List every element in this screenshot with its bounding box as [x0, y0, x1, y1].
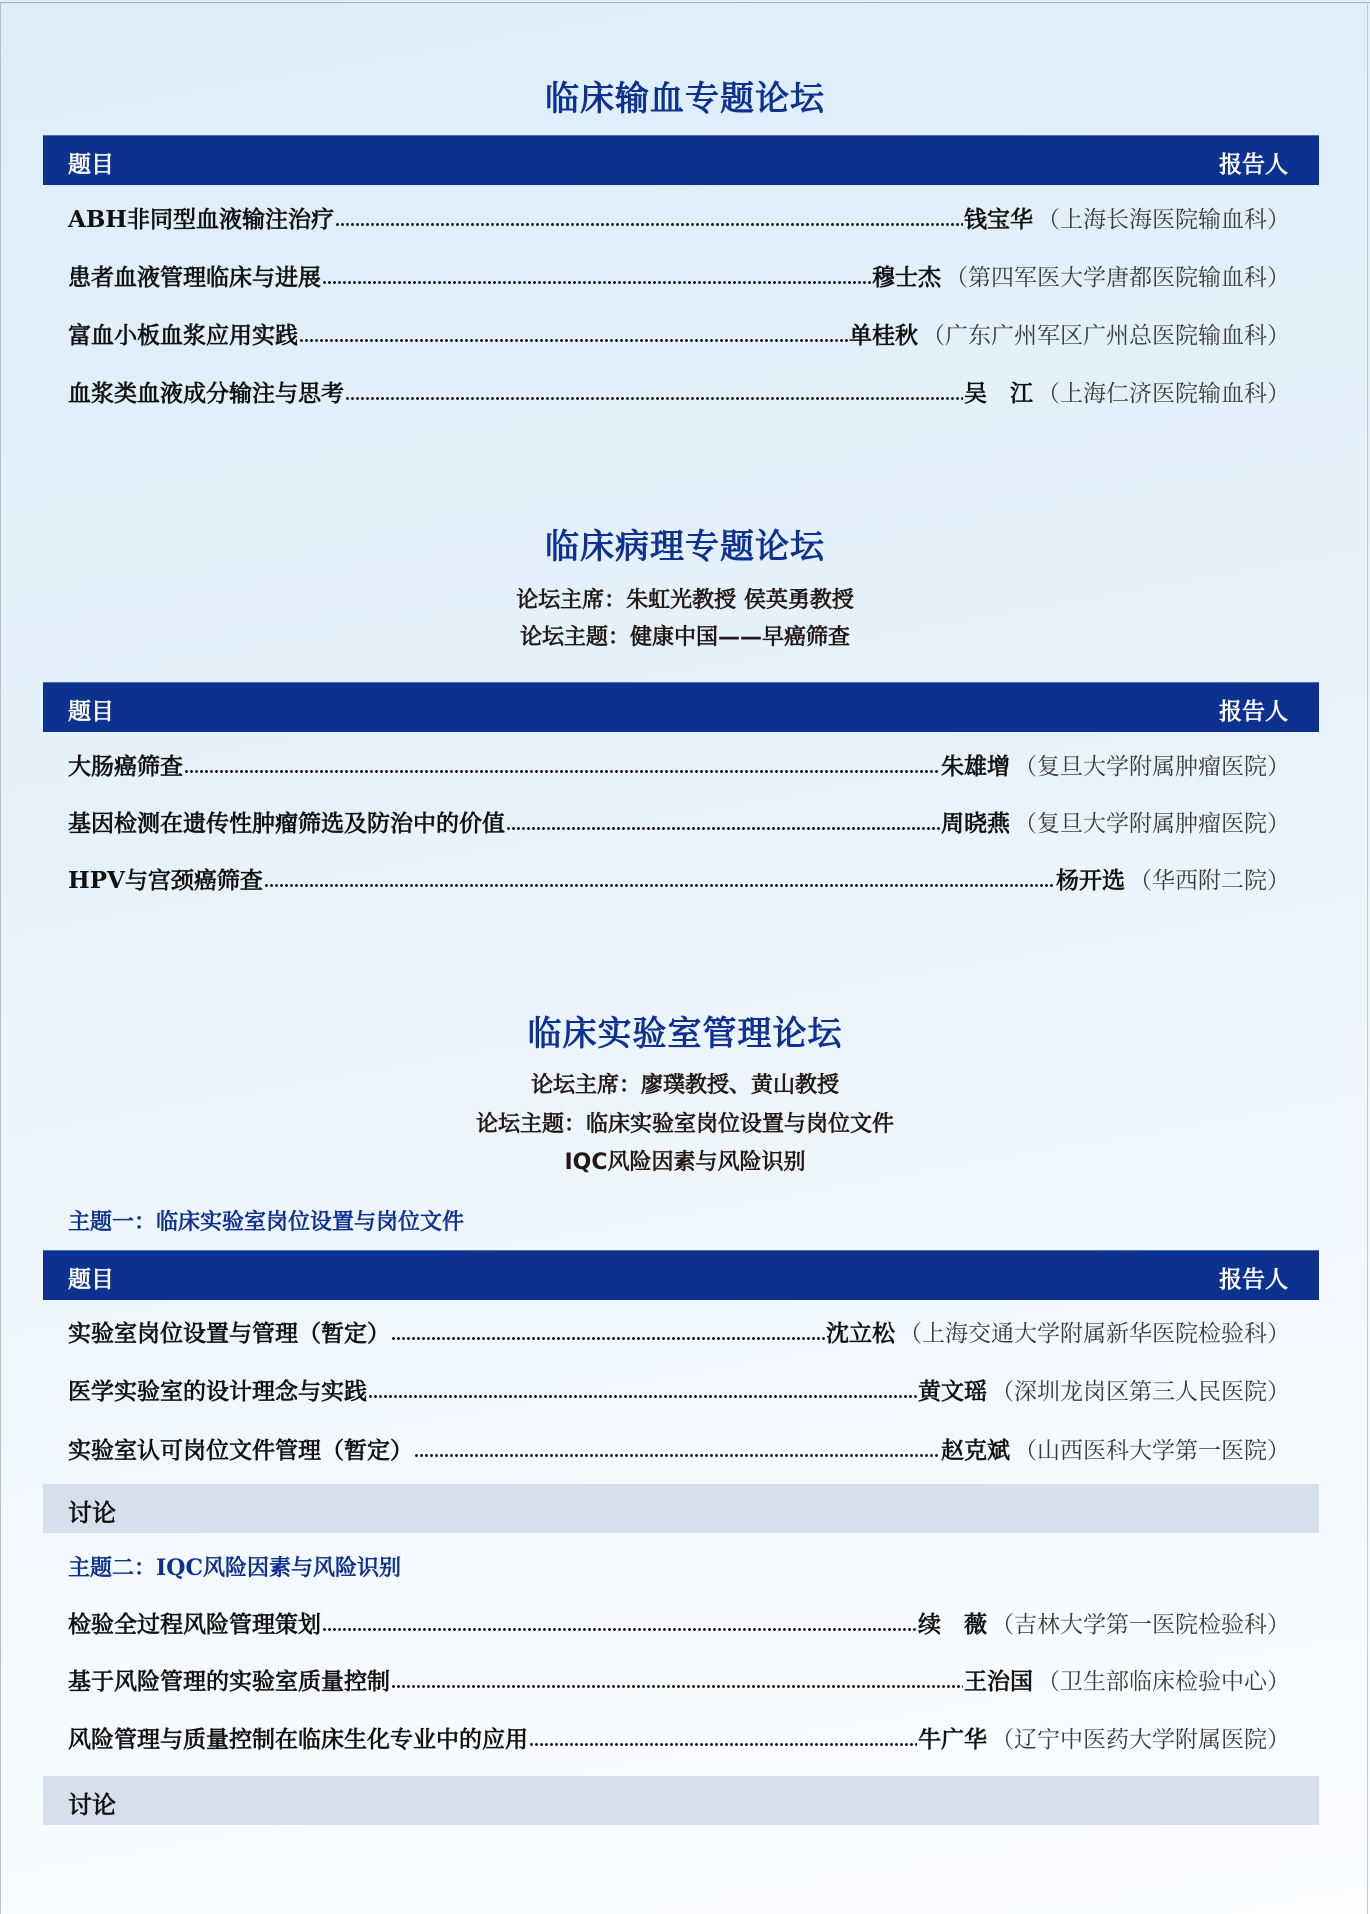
speaker-name: 朱雄增: [941, 753, 1010, 780]
agenda-row: [68, 374, 1290, 408]
agenda-row: [68, 258, 1290, 292]
forum-chair: 论坛主席：朱虹光教授 侯英勇教授: [516, 588, 854, 613]
speaker-affiliation: （上海仁济医院输血科）: [1037, 381, 1290, 407]
agenda-row: [68, 1720, 1290, 1754]
speaker-name: 吴 江: [964, 380, 1033, 407]
speaker-affiliation: （第四军医大学唐都医院输血科）: [945, 265, 1290, 291]
speaker-affiliation: （上海长海医院输血科）: [1037, 207, 1290, 233]
dot-leader: [391, 1684, 963, 1690]
column-topic-header: 题目: [68, 151, 114, 178]
speaker-name: 沈立松: [826, 1320, 895, 1347]
talk-topic: 基于风险管理的实验室质量控制: [68, 1668, 390, 1695]
forum-theme-line2: IQC风险因素与风险识别: [564, 1150, 806, 1175]
talk-topic: 实验室岗位设置与管理（暂定）: [68, 1320, 390, 1347]
discussion-label: 讨论: [68, 1498, 116, 1527]
forum-chair: 论坛主席：廖璞教授、黄山教授: [530, 1073, 839, 1098]
section-title: 临床病理专题论坛: [545, 527, 825, 567]
speaker-affiliation: （吉林大学第一医院检验科）: [991, 1612, 1290, 1638]
page-border-top: [0, 2, 1370, 3]
dot-leader: [322, 1627, 917, 1633]
dot-leader: [184, 769, 940, 775]
talk-topic: 患者血液管理临床与进展: [68, 264, 321, 291]
column-topic-header: 题目: [68, 698, 114, 725]
speaker-affiliation: （辽宁中医药大学附属医院）: [991, 1727, 1290, 1753]
speaker-affiliation: （上海交通大学附属新华医院检验科）: [899, 1321, 1290, 1347]
column-speaker-header: 报告人: [1219, 1266, 1288, 1293]
agenda-row: [68, 1662, 1290, 1696]
dot-leader: [345, 396, 963, 402]
talk-topic: 基因检测在遗传性肿瘤筛选及防治中的价值: [68, 810, 505, 837]
agenda-row: [68, 1431, 1290, 1465]
column-topic-header: 题目: [68, 1266, 114, 1293]
discussion-label: 讨论: [68, 1790, 116, 1819]
dot-leader: [414, 1453, 940, 1459]
agenda-row: [68, 1605, 1290, 1639]
speaker-name: 钱宝华: [964, 206, 1033, 233]
talk-topic: 血浆类血液成分输注与思考: [68, 380, 344, 407]
dot-leader: [529, 1742, 917, 1748]
dot-leader: [335, 222, 963, 228]
speaker-name: 王治国: [964, 1668, 1033, 1695]
talk-topic: ABH非同型血液输注治疗: [68, 206, 335, 233]
dot-leader: [299, 338, 848, 344]
dot-leader: [368, 1394, 917, 1400]
table-header: [43, 1250, 1319, 1300]
speaker-name: 牛广华: [918, 1726, 987, 1753]
dot-leader: [264, 883, 1055, 889]
speaker-name: 穆士杰: [872, 264, 941, 291]
dot-leader: [322, 280, 871, 286]
talk-topic: 实验室认可岗位文件管理（暂定）: [68, 1437, 413, 1464]
talk-topic: 医学实验室的设计理念与实践: [68, 1378, 367, 1405]
column-speaker-header: 报告人: [1219, 698, 1288, 725]
discussion-bar: [43, 1776, 1319, 1825]
speaker-affiliation: （深圳龙岗区第三人民医院）: [991, 1379, 1290, 1405]
speaker-affiliation: （山西医科大学第一医院）: [1014, 1438, 1290, 1464]
talk-topic: 风险管理与质量控制在临床生化专业中的应用: [68, 1726, 528, 1753]
speaker-affiliation: （华西附二院）: [1129, 868, 1290, 894]
agenda-row: [68, 200, 1290, 234]
speaker-affiliation: （卫生部临床检验中心）: [1037, 1669, 1290, 1695]
page-border-right: [1367, 2, 1368, 1914]
agenda-row: [68, 747, 1290, 781]
agenda-row: [68, 1314, 1290, 1348]
section-title: 临床实验室管理论坛: [527, 1014, 843, 1054]
speaker-name: 黄文瑶: [918, 1378, 987, 1405]
forum-theme: 论坛主题：健康中国——早癌筛查: [519, 625, 850, 650]
talk-topic: 大肠癌筛查: [68, 753, 183, 780]
talk-topic: 检验全过程风险管理策划: [68, 1611, 321, 1638]
forum-theme-line1: 论坛主题：临床实验室岗位设置与岗位文件: [475, 1112, 894, 1137]
section-title: 临床输血专题论坛: [545, 79, 825, 119]
speaker-affiliation: （复旦大学附属肿瘤医院）: [1014, 754, 1290, 780]
speaker-affiliation: （复旦大学附属肿瘤医院）: [1014, 811, 1290, 837]
subtopic-title: 主题一：临床实验室岗位设置与岗位文件: [68, 1209, 465, 1235]
dot-leader: [506, 826, 940, 832]
agenda-row: [68, 1372, 1290, 1406]
talk-topic: 富血小板血浆应用实践: [68, 322, 298, 349]
agenda-row: [68, 861, 1290, 895]
dot-leader: [391, 1336, 825, 1342]
speaker-name: 杨开选: [1056, 867, 1125, 894]
speaker-name: 周晓燕: [941, 810, 1010, 837]
speaker-name: 单桂秋: [849, 322, 918, 349]
speaker-name: 续 薇: [918, 1611, 987, 1638]
speaker-affiliation: （广东广州军区广州总医院输血科）: [922, 323, 1290, 349]
agenda-row: [68, 316, 1290, 350]
subtopic-title: 主题二：IQC风险因素与风险识别: [68, 1555, 401, 1581]
speaker-name: 赵克斌: [941, 1437, 1010, 1464]
column-speaker-header: 报告人: [1219, 151, 1288, 178]
agenda-row: [68, 804, 1290, 838]
talk-topic: HPV与宫颈癌筛查: [68, 867, 263, 894]
page-border-left: [0, 2, 1, 1914]
discussion-bar: [43, 1484, 1319, 1533]
table-header: [43, 682, 1319, 732]
table-header: [43, 135, 1319, 185]
